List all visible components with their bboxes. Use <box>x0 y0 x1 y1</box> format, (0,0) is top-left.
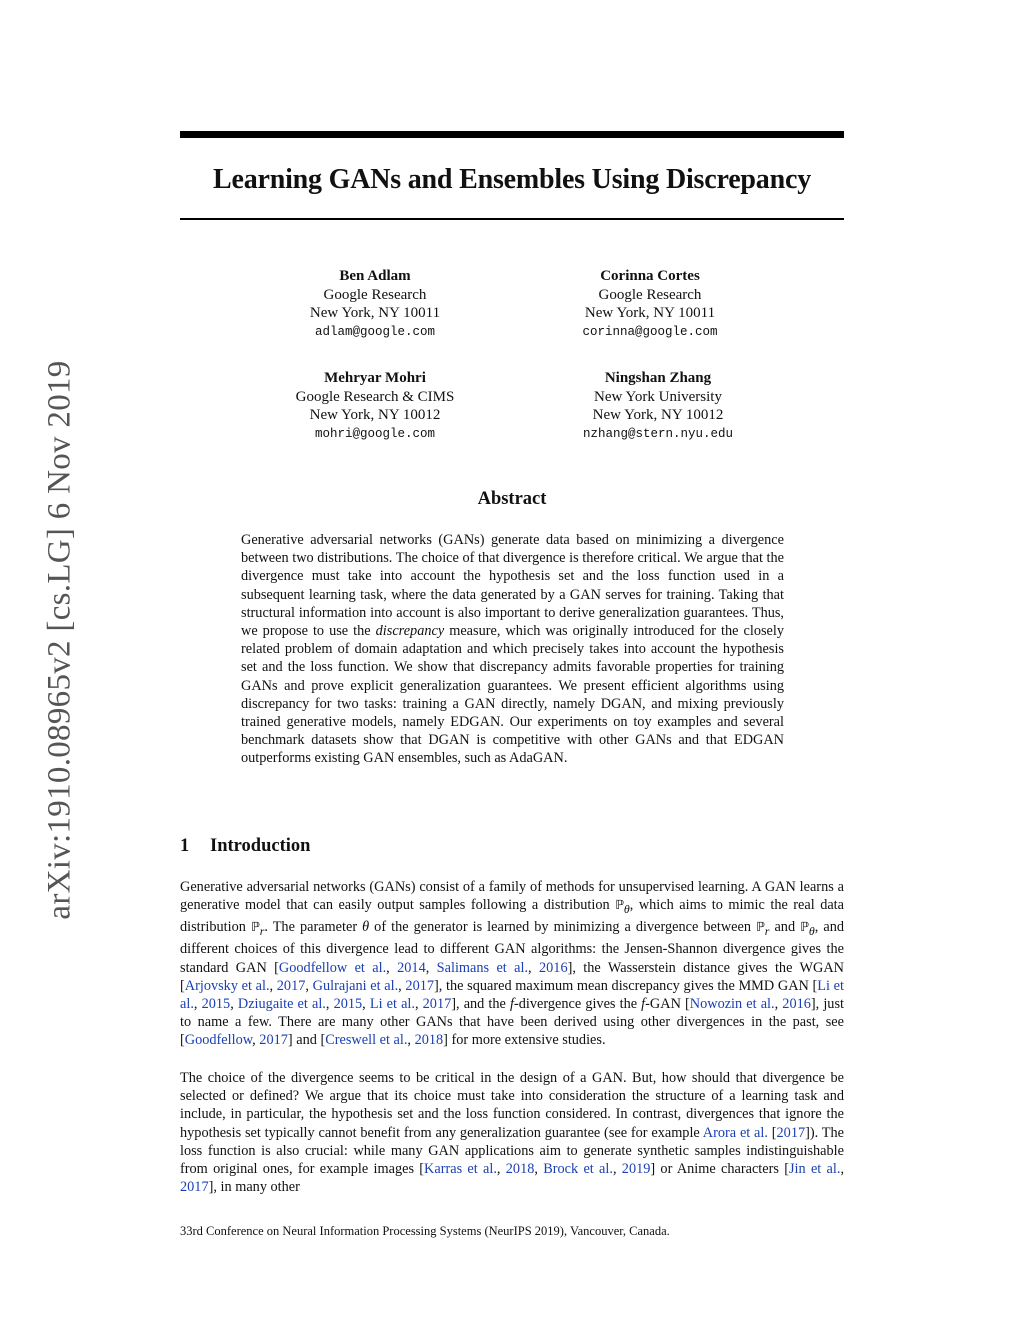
abstract-body <box>241 531 784 768</box>
citation-year-link[interactable]: 2016 <box>539 959 568 976</box>
abstract-heading: Abstract <box>477 489 547 509</box>
title-bottom-rule <box>180 218 844 220</box>
citation-link[interactable]: Arora et al. <box>702 1124 768 1141</box>
title-top-rule <box>180 131 844 138</box>
abstract-emphasis: discrepancy <box>375 623 445 640</box>
citation-year-link[interactable]: 2018 <box>505 1161 535 1178</box>
citation-link[interactable]: Brock et al. <box>543 1161 613 1178</box>
math-symbol: ℙ <box>800 919 809 935</box>
text: ] and [ <box>287 1032 326 1049</box>
arxiv-identifier: arXiv:1910.08965v2 [cs.LG] 6 Nov 2019 <box>41 360 78 920</box>
citation-link[interactable]: Gulrajani et al. <box>312 977 399 994</box>
text: ] for more extensive studies. <box>443 1032 606 1049</box>
citation-link[interactable]: Goodfellow et al. <box>278 959 387 976</box>
text: of the generator is learned by minimizing a divergence between <box>369 919 757 936</box>
text: , and different choices of this divergence lead to different GAN algorithms: the Jensen-Shannon divergence gives the standard GAN [ <box>180 919 844 976</box>
text: -divergence gives the <box>514 995 642 1012</box>
text: ], and the <box>451 995 511 1012</box>
text: ], the squared maximum mean discrepancy gives the MMD GAN [ <box>434 977 818 994</box>
section-number: 1 <box>180 836 190 856</box>
text: -GAN [ <box>645 995 690 1012</box>
citation-year-link[interactable]: 2017 <box>259 1032 288 1049</box>
math-subscript: θ <box>623 902 630 917</box>
text: ]). The loss function is also crucial: while many GAN applications aim to generate synthetic samples indistinguishable from original ones, for example images [ <box>180 1124 844 1178</box>
author-affiliation: Google Research <box>598 286 702 303</box>
citation-year-link[interactable]: 2019 <box>621 1161 651 1178</box>
citation-year-link[interactable]: 2017 <box>180 1179 209 1196</box>
section-heading <box>180 836 310 857</box>
citation-year-link[interactable]: 2015 <box>201 995 231 1012</box>
text: Generative adversarial networks (GANs) consist of a family of methods for unsupervised learning. A GAN learns a generative model that can easily output samples following a distribution <box>180 879 844 914</box>
abstract-text: Generative adversarial networks (GANs) generate data based on minimizing a divergence between two distributions. The choice of that divergence is therefore critical. We argue that the divergence must take into account the hypothesis set and the loss function used in a subsequent learning task, where the data generated by a GAN serves for training. Taking that structural information into account is also important to derive generalization guarantees. Thus, we propose to use the <box>241 532 784 640</box>
author-block <box>265 267 485 341</box>
citation-link[interactable]: Jin et al. <box>788 1161 841 1178</box>
math-symbol: θ <box>362 919 370 936</box>
citation-year-link[interactable]: 2014 <box>397 959 426 976</box>
author-email[interactable]: nzhang@stern.nyu.edu <box>582 426 734 441</box>
author-email[interactable]: adlam@google.com <box>314 324 436 339</box>
author-email[interactable]: mohri@google.com <box>314 426 436 441</box>
author-address: New York, NY 10011 <box>309 305 441 321</box>
citation-year-link[interactable]: 2017 <box>776 1124 806 1141</box>
text: ], just to name a few. There are many other GANs that have been derived using other divergences in the past, see [ <box>180 995 844 1049</box>
citation-link[interactable]: Li et al. <box>180 977 844 1012</box>
citation-year-link[interactable]: 2016 <box>782 995 811 1012</box>
citation-year-link[interactable]: 2017 <box>405 977 435 994</box>
citation-year-link[interactable]: 2017 <box>276 977 306 994</box>
math-symbol: ℙ <box>756 919 765 935</box>
section-title: Introduction <box>210 836 311 856</box>
text: . The parameter <box>264 919 363 936</box>
paper-title: Learning GANs and Ensembles Using Discrepancy <box>212 164 811 195</box>
author-name: Corinna Cortes <box>600 268 700 284</box>
text: , which aims to mimic the real data distribution <box>180 897 845 936</box>
citation-year-link[interactable]: 2018 <box>414 1032 444 1049</box>
citation-link[interactable]: Nowozin et al. <box>689 995 775 1012</box>
math-subscript: r <box>259 924 265 939</box>
text: The choice of the divergence seems to be critical in the design of a GAN. But, how should that divergence be selected or defined? We argue that its choice must take into consideration the structure of a learning task and include, in particular, the hypothesis set and the loss function considered. In contrast, divergences that ignore the hypothesis set typically cannot benefit from any generalization guarantee (see for example <box>180 1070 844 1141</box>
text: ] or Anime characters [ <box>650 1161 789 1178</box>
author-affiliation: Google Research <box>323 286 427 303</box>
author-name: Ningshan Zhang <box>604 370 712 386</box>
author-block <box>265 369 485 443</box>
conference-footnote: 33rd Conference on Neural Information Processing Systems (NeurIPS 2019), Vancouver, Canada. <box>180 1224 670 1238</box>
citation-link[interactable]: Karras et al. <box>424 1161 497 1178</box>
author-affiliation: Google Research & CIMS <box>295 388 455 405</box>
math-subscript: θ <box>808 924 815 939</box>
citation-year-link[interactable]: 2017 <box>422 995 452 1012</box>
citation-year-link[interactable]: 2015 <box>333 995 363 1012</box>
intro-paragraph-2: The choice of the divergence seems to be critical in the design of a GAN. But, how should that divergence be selected or defined? We argue that its choice must take into consideration the structure of a learning task and include, in particular, the hypothesis set and the loss function considered. In contrast, divergences that ignore the hypothesis set typically cannot benefit from any generalization guarantee (see for example Arora et al. [2017]). The loss function is also crucial: while many GAN applications aim to generate synthetic samples indistinguishable from original ones, for example images [Karras et al., 2018, Brock et al., 2019] or Anime characters [Jin et al., 2017], in many other <box>180 1070 845 1196</box>
math-symbol: f <box>510 995 514 1012</box>
intro-paragraph-1: Generative adversarial networks (GANs) consist of a family of methods for unsupervised learning. A GAN learns a generative model that can easily output samples following a distribution ℙ$_\theta$, which aims to mimic the real data distribution ℙ$_r$. The parameter θ of the generator is learned by minimizing a divergence between ℙ$_r$ and ℙ$_\theta$, and different choices of this divergence lead to different GAN algorithms: the Jensen-Shannon divergence gives the standard GAN [Goodfellow et al., 2014, Salimans et al., 2016], the Wasserstein distance gives the WGAN [Arjovsky et al., 2017, Gulrajani et al., 2017], the squared maximum mean discrepancy gives the MMD GAN [Li et al., 2015, Dziugaite et al., 2015, Li et al., 2017], and the f-divergence gives the f-GAN [Nowozin et al., 2016], just to name a few. There are many other GANs that have been derived using other divergences in the past, see [Goodfellow, 2017] and [Creswell et al., 2018] for more extensive studies. <box>180 879 845 1049</box>
author-email[interactable]: corinna@google.com <box>582 324 718 339</box>
author-address: New York, NY 10012 <box>592 407 724 423</box>
citation-link[interactable]: Salimans et al. <box>436 959 529 976</box>
math-symbol: f <box>641 995 646 1012</box>
citation-link[interactable]: Creswell et al. <box>325 1032 408 1049</box>
text: ], the Wasserstein distance gives the WGAN [ <box>180 959 844 994</box>
math-symbol: ℙ <box>615 897 624 913</box>
author-affiliation: New York University <box>594 388 722 405</box>
citation-link[interactable]: Dziugaite et al. <box>237 995 326 1012</box>
author-address: New York, NY 10011 <box>584 305 716 321</box>
text: ], in many other <box>208 1179 300 1196</box>
abstract-text: measure, which was originally introduced for the closely related problem of domain adaptation and which precisely takes into account the hypothesis set and the loss function. We show that discrepancy admits favorable properties for training GANs and prove explicit generalization guarantees. We present efficient algorithms using discrepancy for two tasks: training a GAN directly, namely DGAN, and mixing previously trained generative models, namely EDGAN. Our experiments on toy examples and several benchmark datasets show that DGAN is competitive with other GANs and that EDGAN outperforms existing GAN ensembles, such as AdaGAN. <box>241 623 784 767</box>
citation-link[interactable]: Goodfellow <box>184 1032 253 1049</box>
citation-link[interactable]: Li et al. <box>369 995 415 1012</box>
author-block <box>540 369 776 443</box>
author-block <box>540 267 760 341</box>
author-name: Ben Adlam <box>339 268 411 284</box>
author-address: New York, NY 10012 <box>309 407 441 423</box>
citation-link[interactable]: Arjovsky et al. <box>184 977 270 994</box>
math-subscript: r <box>764 924 770 939</box>
text: and <box>769 919 801 936</box>
math-symbol: ℙ <box>250 919 260 935</box>
author-name: Mehryar Mohri <box>324 370 426 386</box>
